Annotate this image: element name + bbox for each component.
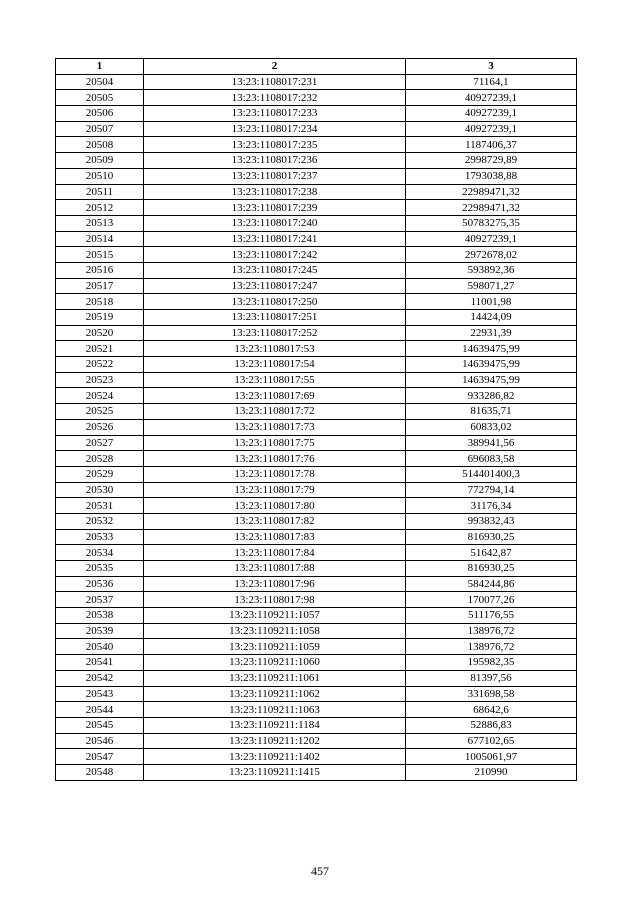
cadastral-number-cell: 13:23:1109211:1058 bbox=[144, 623, 406, 639]
row-number-cell: 20520 bbox=[56, 325, 144, 341]
cadastral-number-cell: 13:23:1108017:78 bbox=[144, 466, 406, 482]
row-number-cell: 20548 bbox=[56, 764, 144, 780]
cadastral-number-cell: 13:23:1108017:53 bbox=[144, 341, 406, 357]
row-number-cell: 20522 bbox=[56, 357, 144, 373]
row-number-cell: 20541 bbox=[56, 655, 144, 671]
row-number-cell: 20542 bbox=[56, 670, 144, 686]
value-cell: 14639475,99 bbox=[406, 372, 577, 388]
row-number-cell: 20527 bbox=[56, 435, 144, 451]
table-row bbox=[56, 247, 577, 263]
row-number-cell: 20540 bbox=[56, 639, 144, 655]
row-number-cell: 20511 bbox=[56, 184, 144, 200]
value-cell: 1187406,37 bbox=[406, 137, 577, 153]
cadastral-number-cell: 13:23:1108017:76 bbox=[144, 451, 406, 467]
value-cell: 1005061,97 bbox=[406, 749, 577, 765]
value-cell: 40927239,1 bbox=[406, 231, 577, 247]
row-number-cell: 20507 bbox=[56, 121, 144, 137]
table-row bbox=[56, 419, 577, 435]
table-body bbox=[56, 74, 577, 780]
row-number-cell: 20515 bbox=[56, 247, 144, 263]
table-row bbox=[56, 498, 577, 514]
cadastral-number-cell: 13:23:1108017:88 bbox=[144, 561, 406, 577]
value-cell: 677102,65 bbox=[406, 733, 577, 749]
table-header bbox=[56, 59, 577, 75]
table-row bbox=[56, 608, 577, 624]
table-row bbox=[56, 702, 577, 718]
page-number: 457 bbox=[311, 864, 329, 878]
cadastral-number-cell: 13:23:1108017:83 bbox=[144, 529, 406, 545]
cadastral-number-cell: 13:23:1108017:231 bbox=[144, 74, 406, 90]
row-number-cell: 20521 bbox=[56, 341, 144, 357]
row-number-cell: 20544 bbox=[56, 702, 144, 718]
row-number-cell: 20504 bbox=[56, 74, 144, 90]
value-cell: 40927239,1 bbox=[406, 121, 577, 137]
table-row bbox=[56, 388, 577, 404]
table-row bbox=[56, 592, 577, 608]
table-row bbox=[56, 137, 577, 153]
row-number-cell: 20509 bbox=[56, 153, 144, 169]
table-row bbox=[56, 513, 577, 529]
table-row bbox=[56, 106, 577, 122]
cadastral-number-cell: 13:23:1108017:72 bbox=[144, 404, 406, 420]
value-cell: 772794,14 bbox=[406, 482, 577, 498]
value-cell: 22931,39 bbox=[406, 325, 577, 341]
cadastral-number-cell: 13:23:1109211:1061 bbox=[144, 670, 406, 686]
header-row bbox=[56, 59, 577, 75]
value-cell: 22989471,32 bbox=[406, 184, 577, 200]
row-number-cell: 20512 bbox=[56, 200, 144, 216]
table-row bbox=[56, 733, 577, 749]
row-number-cell: 20543 bbox=[56, 686, 144, 702]
cadastral-number-cell: 13:23:1108017:84 bbox=[144, 545, 406, 561]
row-number-cell: 20533 bbox=[56, 529, 144, 545]
row-number-cell: 20546 bbox=[56, 733, 144, 749]
row-number-cell: 20535 bbox=[56, 561, 144, 577]
value-cell: 11001,98 bbox=[406, 294, 577, 310]
table-row bbox=[56, 121, 577, 137]
table-row bbox=[56, 231, 577, 247]
cadastral-number-cell: 13:23:1108017:251 bbox=[144, 310, 406, 326]
row-number-cell: 20518 bbox=[56, 294, 144, 310]
row-number-cell: 20531 bbox=[56, 498, 144, 514]
table-row bbox=[56, 168, 577, 184]
row-number-cell: 20536 bbox=[56, 576, 144, 592]
column-header: 3 bbox=[406, 59, 577, 75]
cadastral-number-cell: 13:23:1108017:239 bbox=[144, 200, 406, 216]
value-cell: 52886,83 bbox=[406, 717, 577, 733]
value-cell: 40927239,1 bbox=[406, 90, 577, 106]
table-row bbox=[56, 670, 577, 686]
row-number-cell: 20528 bbox=[56, 451, 144, 467]
cadastral-number-cell: 13:23:1108017:69 bbox=[144, 388, 406, 404]
value-cell: 2998729,89 bbox=[406, 153, 577, 169]
value-cell: 50783275,35 bbox=[406, 215, 577, 231]
cadastral-number-cell: 13:23:1108017:237 bbox=[144, 168, 406, 184]
cadastral-number-cell: 13:23:1109211:1057 bbox=[144, 608, 406, 624]
cadastral-number-cell: 13:23:1108017:82 bbox=[144, 513, 406, 529]
value-cell: 40927239,1 bbox=[406, 106, 577, 122]
cadastral-number-cell: 13:23:1109211:1202 bbox=[144, 733, 406, 749]
table-row bbox=[56, 372, 577, 388]
table-row bbox=[56, 466, 577, 482]
cadastral-number-cell: 13:23:1109211:1415 bbox=[144, 764, 406, 780]
table-row bbox=[56, 215, 577, 231]
value-cell: 816930,25 bbox=[406, 561, 577, 577]
cadastral-number-cell: 13:23:1108017:247 bbox=[144, 278, 406, 294]
column-header: 1 bbox=[56, 59, 144, 75]
row-number-cell: 20524 bbox=[56, 388, 144, 404]
value-cell: 2972678,02 bbox=[406, 247, 577, 263]
value-cell: 60833,02 bbox=[406, 419, 577, 435]
row-number-cell: 20516 bbox=[56, 262, 144, 278]
row-number-cell: 20529 bbox=[56, 466, 144, 482]
table-row bbox=[56, 435, 577, 451]
value-cell: 81635,71 bbox=[406, 404, 577, 420]
table-row bbox=[56, 153, 577, 169]
value-cell: 71164,1 bbox=[406, 74, 577, 90]
value-cell: 696083,58 bbox=[406, 451, 577, 467]
value-cell: 81397,56 bbox=[406, 670, 577, 686]
table-row bbox=[56, 294, 577, 310]
table-row bbox=[56, 404, 577, 420]
row-number-cell: 20517 bbox=[56, 278, 144, 294]
value-cell: 593892,36 bbox=[406, 262, 577, 278]
cadastral-number-cell: 13:23:1109211:1184 bbox=[144, 717, 406, 733]
value-cell: 210990 bbox=[406, 764, 577, 780]
table-row bbox=[56, 262, 577, 278]
row-number-cell: 20513 bbox=[56, 215, 144, 231]
value-cell: 993832,43 bbox=[406, 513, 577, 529]
cadastral-number-cell: 13:23:1108017:250 bbox=[144, 294, 406, 310]
cadastral-number-cell: 13:23:1108017:245 bbox=[144, 262, 406, 278]
value-cell: 14639475,99 bbox=[406, 341, 577, 357]
row-number-cell: 20505 bbox=[56, 90, 144, 106]
cadastral-number-cell: 13:23:1108017:242 bbox=[144, 247, 406, 263]
cadastral-number-cell: 13:23:1108017:235 bbox=[144, 137, 406, 153]
row-number-cell: 20525 bbox=[56, 404, 144, 420]
value-cell: 598071,27 bbox=[406, 278, 577, 294]
cadastral-number-cell: 13:23:1108017:79 bbox=[144, 482, 406, 498]
table-row bbox=[56, 74, 577, 90]
value-cell: 68642,6 bbox=[406, 702, 577, 718]
row-number-cell: 20532 bbox=[56, 513, 144, 529]
table-row bbox=[56, 278, 577, 294]
row-number-cell: 20526 bbox=[56, 419, 144, 435]
table-row bbox=[56, 482, 577, 498]
value-cell: 1793038,88 bbox=[406, 168, 577, 184]
table-row bbox=[56, 561, 577, 577]
cadastral-number-cell: 13:23:1109211:1402 bbox=[144, 749, 406, 765]
cadastral-number-cell: 13:23:1108017:98 bbox=[144, 592, 406, 608]
cadastral-number-cell: 13:23:1108017:232 bbox=[144, 90, 406, 106]
value-cell: 514401400,3 bbox=[406, 466, 577, 482]
row-number-cell: 20514 bbox=[56, 231, 144, 247]
cadastral-number-cell: 13:23:1109211:1060 bbox=[144, 655, 406, 671]
table-row bbox=[56, 357, 577, 373]
row-number-cell: 20538 bbox=[56, 608, 144, 624]
value-cell: 511176,55 bbox=[406, 608, 577, 624]
column-header: 2 bbox=[144, 59, 406, 75]
table-row bbox=[56, 310, 577, 326]
cadastral-number-cell: 13:23:1108017:233 bbox=[144, 106, 406, 122]
value-cell: 816930,25 bbox=[406, 529, 577, 545]
cadastral-number-cell: 13:23:1109211:1062 bbox=[144, 686, 406, 702]
value-cell: 138976,72 bbox=[406, 639, 577, 655]
value-cell: 138976,72 bbox=[406, 623, 577, 639]
cadastral-number-cell: 13:23:1108017:236 bbox=[144, 153, 406, 169]
table-row bbox=[56, 639, 577, 655]
cadastral-number-cell: 13:23:1108017:241 bbox=[144, 231, 406, 247]
value-cell: 14639475,99 bbox=[406, 357, 577, 373]
table-row bbox=[56, 764, 577, 780]
row-number-cell: 20508 bbox=[56, 137, 144, 153]
value-cell: 195982,35 bbox=[406, 655, 577, 671]
value-cell: 389941,56 bbox=[406, 435, 577, 451]
cadastral-number-cell: 13:23:1108017:240 bbox=[144, 215, 406, 231]
row-number-cell: 20510 bbox=[56, 168, 144, 184]
row-number-cell: 20534 bbox=[56, 545, 144, 561]
table-row bbox=[56, 341, 577, 357]
table-row bbox=[56, 749, 577, 765]
cadastral-number-cell: 13:23:1108017:238 bbox=[144, 184, 406, 200]
row-number-cell: 20537 bbox=[56, 592, 144, 608]
cadastral-number-cell: 13:23:1109211:1063 bbox=[144, 702, 406, 718]
value-cell: 584244,86 bbox=[406, 576, 577, 592]
cadastral-number-cell: 13:23:1109211:1059 bbox=[144, 639, 406, 655]
cadastral-number-cell: 13:23:1108017:252 bbox=[144, 325, 406, 341]
table-row bbox=[56, 529, 577, 545]
row-number-cell: 20530 bbox=[56, 482, 144, 498]
table-row bbox=[56, 325, 577, 341]
row-number-cell: 20506 bbox=[56, 106, 144, 122]
value-cell: 170077,26 bbox=[406, 592, 577, 608]
table-row bbox=[56, 623, 577, 639]
value-cell: 14424,09 bbox=[406, 310, 577, 326]
value-cell: 31176,34 bbox=[406, 498, 577, 514]
cadastral-number-cell: 13:23:1108017:54 bbox=[144, 357, 406, 373]
value-cell: 22989471,32 bbox=[406, 200, 577, 216]
cadastral-number-cell: 13:23:1108017:55 bbox=[144, 372, 406, 388]
cadastral-number-cell: 13:23:1108017:73 bbox=[144, 419, 406, 435]
row-number-cell: 20523 bbox=[56, 372, 144, 388]
row-number-cell: 20539 bbox=[56, 623, 144, 639]
value-cell: 51642,87 bbox=[406, 545, 577, 561]
row-number-cell: 20545 bbox=[56, 717, 144, 733]
table-row bbox=[56, 90, 577, 106]
value-cell: 331698,58 bbox=[406, 686, 577, 702]
cadastral-number-cell: 13:23:1108017:234 bbox=[144, 121, 406, 137]
table-row bbox=[56, 545, 577, 561]
table-row bbox=[56, 655, 577, 671]
table-row bbox=[56, 576, 577, 592]
row-number-cell: 20519 bbox=[56, 310, 144, 326]
cadastral-number-cell: 13:23:1108017:96 bbox=[144, 576, 406, 592]
data-table bbox=[55, 58, 577, 781]
value-cell: 933286,82 bbox=[406, 388, 577, 404]
table-row bbox=[56, 451, 577, 467]
table-row bbox=[56, 686, 577, 702]
row-number-cell: 20547 bbox=[56, 749, 144, 765]
table-row bbox=[56, 717, 577, 733]
table-row bbox=[56, 200, 577, 216]
cadastral-number-cell: 13:23:1108017:80 bbox=[144, 498, 406, 514]
cadastral-number-cell: 13:23:1108017:75 bbox=[144, 435, 406, 451]
table-row bbox=[56, 184, 577, 200]
